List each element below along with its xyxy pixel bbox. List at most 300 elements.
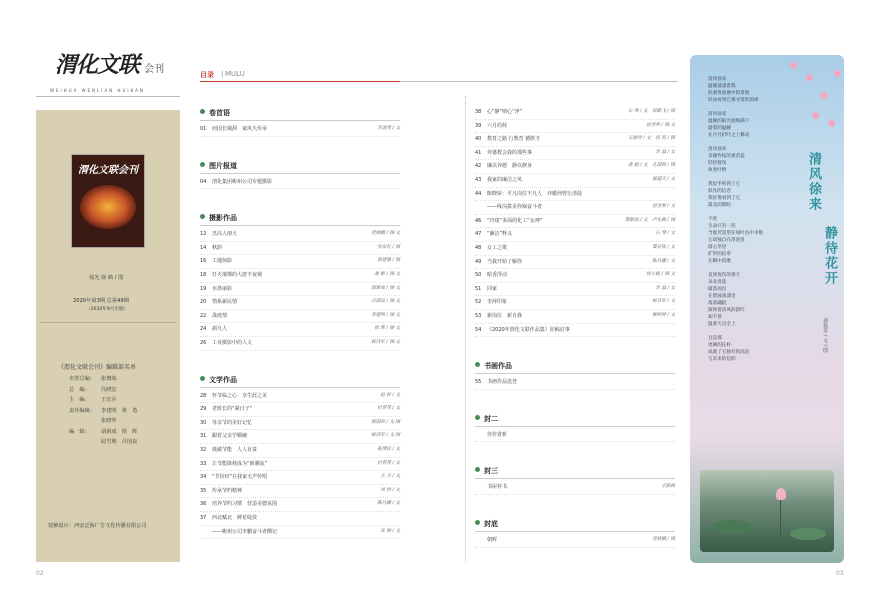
toc-entry-author: 杨诗军 / 文·图: [371, 433, 400, 439]
entry-separator: [475, 255, 675, 256]
toc-entry-title: 让节能降耗成为“新潮流”: [212, 460, 268, 467]
toc-section-title: [475, 361, 512, 371]
board-role: 主 编：: [69, 397, 90, 403]
toc-entry[interactable]: [200, 446, 400, 453]
toc-section-title: [200, 161, 237, 171]
section-bullet-icon: [475, 362, 480, 367]
toc-entry-author: 郭建强 / 图: [377, 258, 400, 264]
toc-page-number: 29: [200, 406, 207, 413]
poster-title-2: 静待花开: [822, 226, 837, 286]
entry-separator: [475, 336, 675, 337]
toc-entry[interactable]: [475, 108, 675, 115]
toc-section-title: [475, 414, 498, 424]
page-number-right: 03: [836, 570, 844, 577]
toc-page-number: 18: [200, 272, 207, 278]
toc-entry[interactable]: [475, 230, 675, 237]
section-bullet-icon: [200, 214, 205, 219]
toc-entry-title: 女工之歌: [487, 245, 508, 251]
poem-line: 成就了它独有的高洁: [708, 350, 750, 355]
toc-entry-title: 老班长的“紧日子”: [212, 406, 253, 413]
cover-thumbnail: [71, 154, 145, 248]
toc-entry-title: 佳作赏析: [487, 431, 508, 438]
entry-separator: [475, 309, 675, 310]
poem-line: [708, 104, 778, 111]
toc-entry-title: 教育之路 行教育 德胜才: [487, 136, 541, 143]
toc-entry-author: 展超天 / 文: [652, 177, 675, 182]
toc-page-number: 24: [200, 326, 207, 333]
entry-separator: [200, 538, 400, 539]
entry-separator: [475, 295, 675, 296]
toc-entry-title: “节俭经”在我家无声传唱: [212, 474, 268, 481]
toc-entry-title: 低碳节能 人人有责: [212, 447, 258, 453]
toc-entry[interactable]: [475, 378, 675, 385]
toc-page-number: 26: [200, 340, 207, 346]
section-title-text: 卷首语: [209, 109, 230, 117]
board-name: 张增战: [101, 376, 117, 382]
entry-separator: [200, 268, 400, 269]
poem-line: 不曾: [708, 217, 718, 222]
toc-entry-title: “廉洁”释义: [487, 231, 513, 238]
entry-separator: [200, 511, 400, 512]
logo-main-text: 渭化文联: [55, 52, 140, 78]
toc-page-number: 30: [200, 419, 207, 426]
toc-entry-title: 陈晓荣：平凡岗位不凡人 亦暖何曾让清晨: [487, 190, 583, 197]
poem-line: 在瞬中消磨: [708, 259, 731, 264]
entry-separator: [475, 187, 675, 188]
toc-entry[interactable]: [475, 431, 675, 438]
board-member: [69, 417, 179, 428]
poem-line: 直到夜伤的那天: [708, 273, 741, 278]
toc-entry[interactable]: [475, 149, 675, 156]
toc-section-title: [475, 466, 498, 476]
section-title-text: 封三: [484, 467, 498, 476]
poem-line: 温暖荡漾着我: [708, 84, 736, 89]
toc-entry-title: 烹高人朋大: [212, 231, 238, 238]
board-member: [69, 396, 179, 407]
toc-entry[interactable]: [200, 419, 400, 426]
poem-line: 破茧而出: [708, 287, 727, 292]
lotus-leaf-icon: [712, 520, 752, 534]
section-rule: [475, 531, 675, 532]
cover-photo: [80, 185, 136, 229]
toc-page-number: 42: [475, 163, 482, 170]
toc-entry-title: ——线岗拔美你锅奋斗者: [487, 204, 543, 211]
toc-entry[interactable]: [200, 460, 400, 467]
section-bullet-icon: [200, 162, 205, 167]
poem-line: 旷世的信奉: [708, 252, 731, 257]
toc-entry-title: 工地掠影: [212, 258, 233, 265]
entry-separator: [475, 173, 675, 174]
poem-line: 生命只有一次: [708, 224, 736, 229]
board-role: 编 辑：: [69, 428, 90, 435]
poem-line: 执卷吐纳: [708, 168, 727, 173]
logo-divider: [36, 96, 180, 97]
toc-page-number: 04: [200, 178, 207, 185]
toc-page-number: 38: [475, 109, 482, 115]
section-title-text: 封底: [484, 520, 498, 528]
toc-entry-author: 杨诗军 / 文: [652, 299, 675, 305]
entry-separator: [475, 200, 675, 201]
section-rule: [475, 478, 675, 479]
section-rule: [200, 120, 400, 121]
toc-entry-author: 陈丹娜 / 文: [377, 501, 400, 507]
toc-entry-author: 王 力 / 文: [380, 474, 400, 480]
entry-separator: [475, 159, 675, 160]
poem-line: 演绎着清风的韵红: [708, 308, 745, 313]
toc-entry-author: 秦征锐 / 文: [652, 245, 675, 250]
logo-sub-text: 会刊: [144, 64, 165, 75]
toc-entry[interactable]: [475, 217, 675, 224]
board-name: 冯晓宏: [101, 386, 117, 393]
toc-entry[interactable]: [200, 271, 400, 278]
issue-number: 2020年第3期 总第49期: [73, 298, 129, 304]
poem-line: 我好像看到了它: [708, 196, 741, 201]
toc-page-number: 54: [475, 326, 482, 333]
toc-entry[interactable]: [200, 392, 400, 399]
toc-entry[interactable]: [200, 432, 400, 439]
entry-separator: [475, 214, 675, 215]
issue-date: （2020年9月出版）: [86, 307, 129, 312]
board-member: [69, 386, 179, 397]
toc-entry-author: 赵 轩 / 文: [380, 392, 400, 398]
toc-page-number: 43: [475, 177, 482, 183]
toc-entry[interactable]: [200, 244, 400, 251]
entry-separator: [475, 547, 675, 548]
toc-entry-author: 付青英 / 文: [377, 460, 400, 466]
entry-separator: [200, 254, 400, 255]
board-member: [69, 375, 179, 386]
section-title-text: 文学作品: [209, 375, 237, 384]
toc-entry-author: 李清秀 / 文: [377, 126, 400, 131]
toc-entry[interactable]: [200, 257, 400, 264]
entry-separator: [475, 268, 675, 269]
toc-entry[interactable]: [475, 190, 675, 197]
toc-entry-title: 六月的荷: [487, 122, 508, 129]
toc-entry[interactable]: [200, 230, 400, 237]
toc-entry-title: 战疫情: [212, 312, 228, 319]
toc-entry-title: 颉凡人: [212, 326, 228, 333]
toc-entry[interactable]: [475, 122, 675, 129]
toc-entry-author: 裴 娟 / 文 孔国賀 / 图: [627, 163, 675, 169]
toc-heading-en: MULU: [225, 70, 245, 78]
board-member: [69, 438, 179, 449]
toc-entry[interactable]: [200, 285, 400, 292]
section-bullet-icon: [475, 467, 480, 472]
lotus-pond-image: [700, 470, 834, 552]
toc-entry-author: 刘 欣 / 文: [380, 487, 400, 493]
toc-entry-author: 党晓鹏 / 图·文: [371, 231, 400, 237]
toc-entry-title: 工业摄影中的人文: [212, 340, 253, 346]
toc-entry-title: 朝晖: [487, 537, 498, 543]
toc-entry-author: 李 晶 / 文: [655, 285, 675, 291]
poem-line: 清风徐来: [708, 77, 727, 82]
board-name: 屈雪利 吕国良: [101, 439, 138, 445]
section-rule: [200, 225, 400, 226]
poem-line: 温婉的阳光抱细满下: [708, 119, 750, 124]
toc-entry-title: 跟着父亲学顺碗: [212, 433, 248, 440]
toc-entry-title: 当我开始了解你: [487, 258, 523, 265]
poem-line: 清风徐来: [708, 147, 727, 152]
toc-page-number: 12: [200, 231, 207, 238]
toc-page-number: 48: [475, 245, 482, 251]
toc-entry-author: 胡 彬 / 图·文: [374, 272, 400, 277]
poem-line: 最美的期盼: [708, 203, 731, 208]
board-role: 名誉总编：: [69, 376, 95, 382]
toc-entry-title: 暗香浮动: [487, 272, 508, 279]
toc-entry-title: 回家: [487, 285, 498, 292]
toc-entry-title: 李萍印象: [487, 299, 508, 306]
toc-page-number: 50: [475, 272, 482, 279]
entry-separator: [200, 295, 400, 296]
toc-page-number: 14: [200, 244, 207, 251]
poem-line: 似作的信念: [708, 189, 731, 194]
toc-entry-author: 王晓玲 / 文 屈 莉 / 图: [627, 136, 675, 142]
toc-heading-cn: 目录: [200, 71, 214, 79]
poem-line: 朵朵青莲: [708, 280, 727, 285]
toc-entry-title: ——彬州公司李鹏奋斗者侧记: [212, 528, 278, 535]
toc-entry[interactable]: [200, 298, 400, 305]
toc-entry[interactable]: [200, 178, 400, 185]
entry-separator: [200, 470, 400, 471]
toc-entry[interactable]: [475, 271, 675, 278]
entry-separator: [200, 336, 400, 337]
toc-page-number: 46: [475, 217, 482, 224]
toc-page-number: 37: [200, 515, 207, 521]
poem-text: [708, 76, 778, 363]
toc-entry-title: 秋韵: [212, 244, 223, 251]
toc-entry-author: 石 琴 / 文 屏鹤飞 / 图: [627, 109, 675, 114]
entry-separator: [475, 146, 675, 147]
section-bullet-icon: [475, 520, 480, 525]
toc-page-number: 52: [475, 299, 482, 306]
entry-separator: [200, 484, 400, 485]
toc-entry-author: 党晓鹏 / 图: [652, 537, 675, 542]
column-divider: [465, 96, 466, 562]
poem-line: 溢心华里: [708, 245, 727, 250]
board-role: 总 编：: [69, 386, 90, 393]
toc-entry-author: 吴东红 / 图: [377, 244, 400, 250]
cover-title: 渭化文联会刊: [78, 165, 138, 176]
toc-entry-author: 秦新园 / 文 卢先梅 / 图: [624, 217, 675, 223]
poem-line: 当群芳遥望在绿叶丛中争艳: [708, 231, 764, 236]
toc-entry-author: 屈雪利 / 图·文: [646, 122, 675, 128]
entry-separator: [200, 497, 400, 498]
blossom-icon: [812, 112, 819, 119]
toc-entry-author: 吕国良 / 图·文: [371, 299, 400, 305]
poem-line: 轻轻摇曳: [708, 161, 727, 166]
entry-separator: [475, 119, 675, 120]
poem-line: 轻易看到它那寻常的韵律: [708, 98, 759, 103]
toc-entry-author: 宋 帅 / 文: [380, 528, 400, 534]
toc-entry-author: 郑新成 / 图·文: [371, 285, 400, 291]
toc-entry-author: 李建明 / 图·文: [371, 312, 400, 318]
toc-entry[interactable]: [200, 339, 400, 346]
toc-entry-author: 付青英 / 文: [377, 406, 400, 412]
poem-line: 在月月折叶之上舞动: [708, 133, 750, 138]
toc-section-title: [200, 213, 237, 223]
toc-entry[interactable]: [475, 203, 675, 210]
poem-line: 更姨的任朴: [708, 343, 731, 348]
section-title-text: 封二: [484, 414, 498, 423]
toc-entry-title: 我家的廉洁之风: [487, 177, 523, 183]
toc-entry[interactable]: [475, 135, 675, 142]
toc-page-number: 55: [475, 379, 482, 386]
toc-entry-title: 传承节约精神: [212, 487, 243, 494]
toc-page-number: 19: [200, 285, 207, 292]
toc-entry[interactable]: [475, 326, 675, 333]
poem-line: 与未来的信仰: [708, 357, 736, 362]
toc-entry-title: 培养节约习惯 营造美德氛围: [212, 501, 278, 508]
toc-entry[interactable]: [200, 405, 400, 412]
board-name: 王宏兵: [101, 397, 117, 403]
editorial-board-title: 《渭化文联会刊》编辑部名单: [58, 364, 137, 371]
entry-separator: [200, 322, 400, 323]
entry-separator: [200, 282, 400, 283]
lotus-stem: [780, 498, 781, 538]
toc-page-number: 20: [200, 299, 207, 306]
entry-separator: [200, 416, 400, 417]
entry-separator: [200, 188, 400, 189]
toc-page-number: 47: [475, 231, 482, 238]
poem-line: 在碧波荡漾里: [708, 294, 736, 299]
poem-line: [708, 209, 778, 216]
toc-entry-author: 张博民 / 文: [377, 447, 400, 452]
toc-entry[interactable]: [475, 312, 675, 319]
board-name: 张晓华: [101, 418, 117, 424]
toc-page-number: 01: [200, 126, 207, 132]
toc-page-number: 33: [200, 460, 207, 467]
toc-entry-title: 新岗位 新自我: [487, 313, 523, 319]
toc-page-number: 40: [475, 136, 482, 143]
board-role: 责任编辑：: [69, 407, 95, 414]
toc-entry[interactable]: [200, 514, 400, 521]
section-title-text: 图片报道: [209, 161, 237, 170]
toc-entry-title: 怀节临之心 享生涯之美: [212, 392, 268, 399]
design-credit: 装帧设计：西安泛海广告文化传播有限公司: [48, 523, 147, 529]
toc-entry-author: 郝国莉 / 文·图: [371, 419, 400, 425]
toc-page-number: 34: [200, 474, 207, 481]
entry-separator: [200, 350, 400, 351]
lotus-flower-icon: [776, 488, 786, 500]
toc-section-title: [475, 519, 498, 529]
entry-separator: [200, 443, 400, 444]
blossom-icon: [790, 62, 797, 69]
toc-entry[interactable]: [475, 285, 675, 292]
section-rule: [475, 426, 675, 427]
toc-entry[interactable]: [475, 176, 675, 183]
board-name: 李建明 黄 勇: [101, 407, 138, 414]
entry-separator: [475, 241, 675, 242]
toc-page-number: 16: [200, 258, 207, 265]
toc-page-number: 31: [200, 433, 207, 440]
toc-entry-author: 杨诗军 / 图·文: [371, 340, 400, 345]
entry-separator: [475, 494, 675, 495]
toc-page-number: 49: [475, 258, 482, 265]
entry-separator: [200, 525, 400, 526]
section-title-text: 摄影作品: [209, 214, 237, 223]
poem-line: 温柔天点全上: [708, 322, 736, 327]
panel-divider: [40, 322, 176, 323]
poem-line: 它却独自在净泥里: [708, 238, 745, 243]
toc-entry-author: 屈雪利 / 文: [652, 204, 675, 210]
poem-line: 采撷作枝的柔苗蕊: [708, 154, 745, 159]
entry-separator: [200, 402, 400, 403]
section-title-text: 书画作品: [484, 362, 512, 371]
toc-entry[interactable]: [200, 125, 400, 132]
blossom-icon: [806, 74, 813, 81]
poem-line: 似观赏池塘中的景致: [708, 91, 750, 96]
header-rule-grey: [400, 81, 678, 82]
entry-separator: [200, 136, 400, 137]
toc-page-number: 51: [475, 285, 482, 292]
page-number-left: 02: [36, 570, 44, 577]
poster-title-1: 清风徐来: [806, 152, 821, 212]
toc-page-number: 41: [475, 149, 482, 156]
toc-entry-title: 灯火璀璨的大唐不夜城: [212, 272, 263, 278]
toc-entry[interactable]: [475, 298, 675, 305]
toc-entry[interactable]: [475, 483, 675, 490]
poem-line: 落落翩跹: [708, 301, 727, 306]
section-bullet-icon: [200, 376, 205, 381]
toc-entry[interactable]: [200, 473, 400, 480]
toc-entry-title: 书屋荐书: [487, 484, 508, 491]
entry-separator: [475, 389, 675, 390]
toc-entry-title: 外婆教会我的那些事: [487, 149, 533, 156]
toc-page-number: 39: [475, 122, 482, 129]
toc-entry-title: “玲珑”多面的化工“女神”: [487, 217, 543, 224]
poem-line: 盛着的温婉: [708, 126, 731, 131]
editorial-board-list: [69, 375, 179, 449]
toc-page-number: 36: [200, 501, 207, 508]
toc-entry[interactable]: [475, 258, 675, 265]
entry-separator: [475, 132, 675, 133]
toc-entry[interactable]: [200, 500, 400, 507]
entry-separator: [200, 429, 400, 430]
toc-entry[interactable]: [200, 528, 400, 535]
toc-entry[interactable]: [200, 325, 400, 332]
toc-entry[interactable]: [475, 244, 675, 251]
toc-entry-author: 陈丹娜 / 文: [652, 258, 675, 264]
toc-entry[interactable]: [200, 487, 400, 494]
poem-line: 却不曾: [708, 315, 722, 320]
entry-separator: [200, 457, 400, 458]
entry-separator: [475, 282, 675, 283]
section-rule: [200, 387, 400, 388]
poem-line: [708, 328, 778, 335]
poem-line: [708, 174, 778, 181]
toc-page-number: 35: [200, 487, 207, 494]
toc-page-number: 22: [200, 312, 207, 319]
toc-page-number: 32: [200, 447, 207, 453]
poem-line: [708, 139, 778, 146]
board-member: [69, 407, 179, 418]
blossom-icon: [828, 120, 835, 127]
toc-section-title: [200, 108, 230, 118]
toc-entry-title: 心“静”则心“净”: [487, 109, 523, 115]
poem-line: 清风徐来: [708, 112, 727, 117]
poem-line: 我似乎听到了它: [708, 182, 741, 187]
board-member: [69, 428, 179, 439]
board-name: 胡新成 徐 辉: [101, 428, 138, 435]
toc-entry-title: 书画作品选登: [487, 379, 518, 386]
poem-line: [708, 265, 778, 272]
toc-page-number: 28: [200, 392, 207, 399]
toc-entry-author: 石 琴 / 文: [655, 231, 675, 237]
toc-entry[interactable]: [200, 312, 400, 319]
toc-entry-title: 廉以养德 静以修身: [487, 163, 533, 170]
toc-entry[interactable]: [475, 536, 675, 543]
toc-entry[interactable]: [475, 162, 675, 169]
